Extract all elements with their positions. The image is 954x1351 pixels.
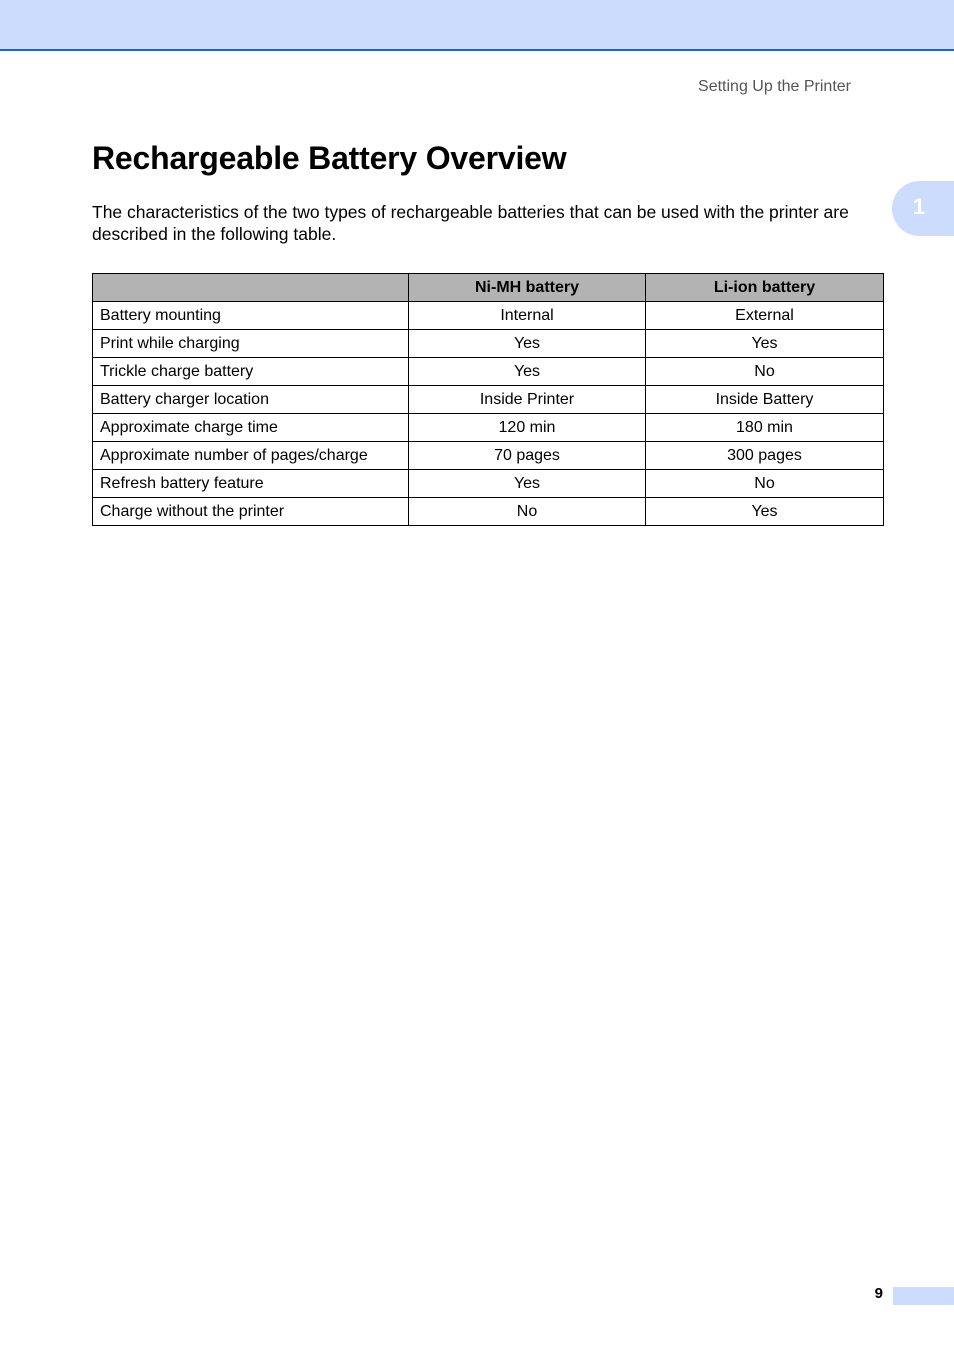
nimh-value: 120 min (409, 414, 646, 442)
liion-value: Inside Battery (646, 386, 884, 414)
table-row (93, 442, 884, 470)
liion-value: Yes (646, 498, 884, 526)
running-header: Setting Up the Printer (698, 78, 851, 95)
chapter-number: 1 (912, 194, 926, 219)
liion-value: 180 min (646, 414, 884, 442)
page-title: Rechargeable Battery Overview (92, 140, 567, 176)
liion-value: External (646, 302, 884, 330)
table-header-row (93, 274, 884, 302)
nimh-value: 70 pages (409, 442, 646, 470)
liion-value: No (646, 358, 884, 386)
header-band (0, 0, 954, 51)
table-row (93, 498, 884, 526)
table-row (93, 302, 884, 330)
footer-tab (893, 1287, 954, 1305)
row-label: Battery mounting (93, 302, 409, 330)
row-label: Print while charging (93, 330, 409, 358)
row-label: Charge without the printer (93, 498, 409, 526)
row-label: Refresh battery feature (93, 470, 409, 498)
table-row (93, 414, 884, 442)
column-header-nimh: Ni-MH battery (409, 274, 646, 302)
row-label: Approximate charge time (93, 414, 409, 442)
nimh-value: Internal (409, 302, 646, 330)
nimh-value: Yes (409, 358, 646, 386)
liion-value: Yes (646, 330, 884, 358)
table-row (93, 470, 884, 498)
nimh-value: Yes (409, 470, 646, 498)
nimh-value: Inside Printer (409, 386, 646, 414)
page-number: 9 (874, 1285, 883, 1302)
row-label: Battery charger location (93, 386, 409, 414)
table-row (93, 386, 884, 414)
row-label: Approximate number of pages/charge (93, 442, 409, 470)
nimh-value: Yes (409, 330, 646, 358)
column-header-feature (93, 274, 409, 302)
table-row (93, 330, 884, 358)
liion-value: 300 pages (646, 442, 884, 470)
row-label: Trickle charge battery (93, 358, 409, 386)
column-header-liion: Li-ion battery (646, 274, 884, 302)
table-row (93, 358, 884, 386)
nimh-value: No (409, 498, 646, 526)
intro-paragraph: The characteristics of the two types of rechargeable batteries that can be used with the printer are described in the following table. (92, 202, 849, 244)
liion-value: No (646, 470, 884, 498)
chapter-tab (892, 181, 954, 236)
battery-comparison-table (92, 273, 884, 526)
